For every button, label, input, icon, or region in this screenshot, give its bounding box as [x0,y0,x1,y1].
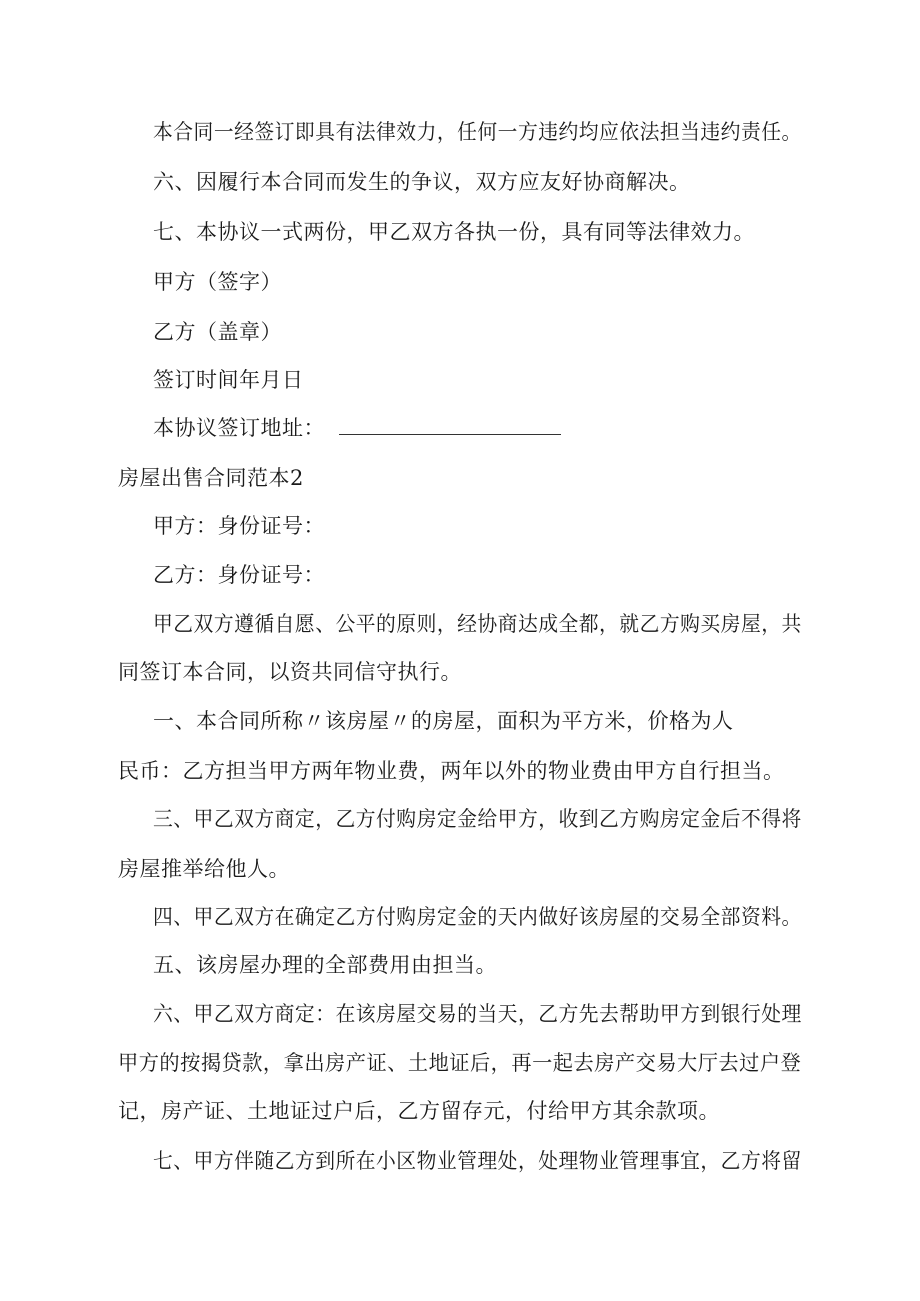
clause-6-line-3: 记，房产证、土地证过户后，乙方留存元，付给甲方其余款项。 [118,1099,720,1123]
clause-3-line-1: 三、甲乙双方商定，乙方付购房定金给甲方，收到乙方购房定金后不得将 [153,807,802,831]
paragraph-effect-clause: 本合同一经签订即具有法律效力，任何一方违约均应依法担当违约责任。 [153,120,802,144]
clause-3-line-2: 房屋推举给他人。 [118,857,290,881]
clause-4: 四、甲乙双方在确定乙方付购房定金的天内做好该房屋的交易全部资料。 [153,905,802,929]
preamble-line-1: 甲乙双方遵循自愿、公平的原则，经协商达成全都，就乙方购买房屋，共 [153,612,802,636]
party-b-seal: 乙方（盖章） [153,320,282,344]
address-blank-line [339,418,561,435]
clause-5: 五、该房屋办理的全部费用由担当。 [153,953,497,977]
clause-7-line-1: 七、甲方伴随乙方到所在小区物业管理处，处理物业管理事宜，乙方将留 [153,1149,802,1173]
clause-7-copies: 七、本协议一式两份，甲乙双方各执一份，具有同等法律效力。 [153,220,755,244]
party-b-id: 乙方：身份证号： [153,563,325,587]
clause-1-line-1: 一、本合同所称〃该房屋〃的房屋，面积为平方米，价格为人 [153,709,734,733]
party-a-id: 甲方：身份证号： [153,514,325,538]
clause-6-line-1: 六、甲乙双方商定：在该房屋交易的当天，乙方先去帮助甲方到银行处理 [153,1002,802,1026]
clause-6-line-2: 甲方的按揭贷款，拿出房产证、土地证后，再一起去房产交易大厅去过户登 [118,1051,802,1075]
clause-6-dispute: 六、因履行本合同而发生的争议，双方应友好协商解决。 [153,170,691,194]
preamble-line-2: 同签订本合同，以资共同信守执行。 [118,660,462,684]
signing-date: 签订时间年月日 [153,368,304,392]
party-a-signature: 甲方（签字） [153,270,282,294]
signing-address [153,414,561,442]
section-title: 房屋出售合同范本2 [118,466,304,490]
clause-1-line-2: 民币：乙方担当甲方两年物业费，两年以外的物业费由甲方自行担当。 [118,759,785,783]
signing-address-label: 本协议签订地址： [153,416,325,440]
